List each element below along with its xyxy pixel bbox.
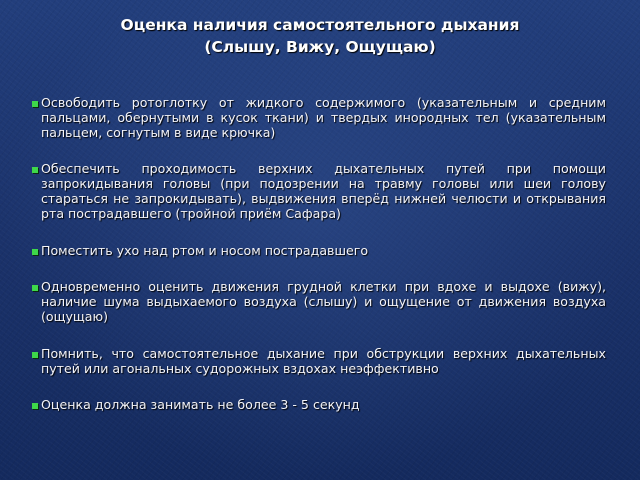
list-item	[32, 96, 606, 140]
list-item	[32, 398, 606, 413]
list-item	[32, 244, 606, 259]
square-bullet-icon	[32, 285, 38, 291]
bullet-text: Оценка должна занимать не более 3 - 5 секунд	[41, 397, 360, 413]
bullet-text: Одновременно оценить движения грудной клетки при вдохе и выдохе (вижу), наличие шума выдыхаемого воздуха (слышу) и ощущение от движения воздуха (ощущаю)	[41, 279, 606, 324]
square-bullet-icon	[32, 249, 38, 255]
list-item	[32, 280, 606, 324]
square-bullet-icon	[32, 403, 38, 409]
bullet-list	[32, 96, 606, 435]
bullet-text: Помнить, что самостоятельное дыхание при обструкции верхних дыхательных путей или агональных судорожных вздохах неэффективно	[41, 345, 606, 376]
bullet-text: Поместить ухо над ртом и носом пострадавшего	[41, 242, 369, 258]
bullet-text: Обеспечить проходимость верхних дыхательных путей при помощи запрокидывания головы (при подозрении на травму головы или шеи голову стараться не запрокидывать), выдвижения вперёд нижней челюсти и открывания рта пострадавшего (тройной приём Сафара)	[41, 161, 606, 221]
square-bullet-icon	[32, 352, 38, 358]
slide-title-line-1: Оценка наличия самостоятельного дыхания	[120, 16, 520, 34]
slide-title-line-2: (Слышу, Вижу, Ощущаю)	[204, 38, 436, 56]
bullet-text: Освободить ротоглотку от жидкого содержимого (указательным и средним пальцами, обернутыми в кусок ткани) и твердых инородных тел (указательным пальцем, согнутым в виде крючка)	[41, 95, 606, 140]
square-bullet-icon	[32, 167, 38, 173]
slide-title	[0, 14, 640, 58]
list-item	[32, 347, 606, 377]
list-item	[32, 162, 606, 221]
square-bullet-icon	[32, 101, 38, 107]
